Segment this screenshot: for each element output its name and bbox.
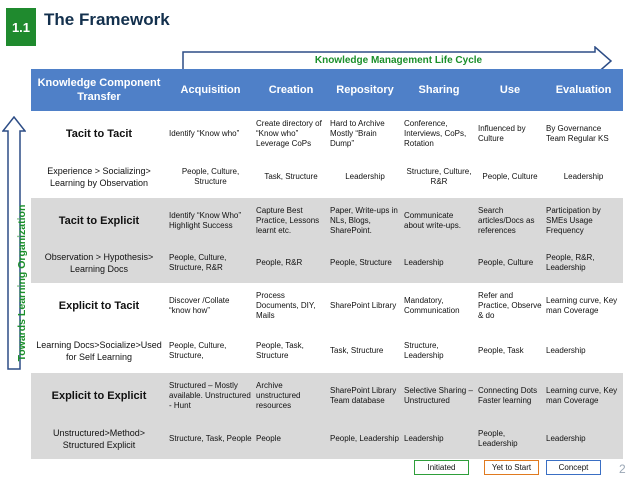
header-repository: Repository — [328, 69, 402, 111]
table-cell: Conference, Interviews, CoPs, Rotation — [402, 111, 476, 156]
table-cell: People, Task — [476, 328, 544, 373]
table-row — [31, 373, 623, 418]
slide-title: The Framework — [44, 10, 170, 29]
section-title: Explicit to Explicit — [31, 373, 167, 418]
table-cell: Mandatory, Communication — [402, 283, 476, 328]
table-cell: Learning curve, Key man Coverage — [544, 373, 623, 418]
table-cell: Leadership — [544, 328, 623, 373]
table-cell: Leadership — [402, 243, 476, 283]
section-title: Tacit to Tacit — [31, 111, 167, 156]
header-use: Use — [476, 69, 544, 111]
section-subtitle: Unstructured>Method> Structured Explicit — [31, 418, 167, 459]
table-cell: Task, Structure — [328, 328, 402, 373]
table-row — [31, 283, 623, 328]
table-cell: Archive unstructured resources — [254, 373, 328, 418]
table-cell: Leadership — [328, 156, 402, 198]
table-cell: Structured – Mostly available. Unstructured - Hunt — [167, 373, 254, 418]
table-cell: Leadership — [544, 418, 623, 459]
table-row — [31, 418, 623, 459]
table-cell: People — [254, 418, 328, 459]
table-cell: People, Culture — [476, 243, 544, 283]
table-cell: People, Task, Structure — [254, 328, 328, 373]
table-cell: Communicate about write-ups. — [402, 198, 476, 243]
table-cell: People, R&R — [254, 243, 328, 283]
table-cell: Task, Structure — [254, 156, 328, 198]
table-cell: Influenced by Culture — [476, 111, 544, 156]
table-cell: Process Documents, DIY, Mails — [254, 283, 328, 328]
table-cell: Structure, Culture, R&R — [402, 156, 476, 198]
table-cell: Hard to Archive Mostly “Brain Dump” — [328, 111, 402, 156]
table-cell: Leadership — [544, 156, 623, 198]
table-cell: People, Culture, Structure — [167, 156, 254, 198]
table-cell: Connecting Dots Faster learning — [476, 373, 544, 418]
header-row — [31, 69, 623, 111]
learning-organization-label: Towards Learning Organization — [16, 204, 28, 362]
table-row — [31, 156, 623, 198]
section-number-badge: 1.1 — [6, 8, 36, 46]
table-row — [31, 243, 623, 283]
table-cell: Search articles/Docs as references — [476, 198, 544, 243]
table-cell: Capture Best Practice, Lessons learnt etc. — [254, 198, 328, 243]
table-cell: Structure, Leadership — [402, 328, 476, 373]
table-cell: By Governance Team Regular KS — [544, 111, 623, 156]
table-cell: Participation by SMEs Usage Frequency — [544, 198, 623, 243]
table-cell: People, Leadership — [476, 418, 544, 459]
table-row — [31, 328, 623, 373]
table-cell: SharePoint Library Team database — [328, 373, 402, 418]
table-cell: People, Structure — [328, 243, 402, 283]
section-subtitle: Observation > Hypothesis> Learning Docs — [31, 243, 167, 283]
legend-yet-to-start: Yet to Start — [484, 460, 539, 475]
table-cell: Selective Sharing – Unstructured — [402, 373, 476, 418]
table-cell: Identify “Know Who” Highlight Success — [167, 198, 254, 243]
section-subtitle: Learning Docs>Socialize>Used for Self Learning — [31, 328, 167, 373]
table-row — [31, 111, 623, 156]
framework-table — [31, 69, 623, 459]
table-cell: Refer and Practice, Observe & do — [476, 283, 544, 328]
header-sharing: Sharing — [402, 69, 476, 111]
legend-initiated: Initiated — [414, 460, 469, 475]
table-cell: People, Leadership — [328, 418, 402, 459]
table-cell: SharePoint Library — [328, 283, 402, 328]
header-evaluation: Evaluation — [544, 69, 623, 111]
table-cell: People, Culture, Structure, R&R — [167, 243, 254, 283]
header-creation: Creation — [254, 69, 328, 111]
table-cell: Structure, Task, People — [167, 418, 254, 459]
table-cell: Learning curve, Key man Coverage — [544, 283, 623, 328]
table-cell: Leadership — [402, 418, 476, 459]
section-subtitle: Experience > Socializing> Learning by Observation — [31, 156, 167, 198]
section-title: Explicit to Tacit — [31, 283, 167, 328]
header-component: Knowledge Component Transfer — [31, 69, 167, 111]
section-title: Tacit to Explicit — [31, 198, 167, 243]
table-cell: Create directory of “Know who” Leverage CoPs — [254, 111, 328, 156]
table-cell: People, Culture, Structure, — [167, 328, 254, 373]
table-cell: Identify “Know who” — [167, 111, 254, 156]
page-number: 2 — [619, 462, 626, 476]
table-cell: People, Culture — [476, 156, 544, 198]
table-cell: Discover /Collate “know how” — [167, 283, 254, 328]
header-acquisition: Acquisition — [167, 69, 254, 111]
table-cell: People, R&R, Leadership — [544, 243, 623, 283]
table-row — [31, 198, 623, 243]
lifecycle-label: Knowledge Management Life Cycle — [314, 55, 483, 66]
table-cell: Paper, Write-ups in NLs, Blogs, SharePoint. — [328, 198, 402, 243]
legend-concept: Concept — [546, 460, 601, 475]
